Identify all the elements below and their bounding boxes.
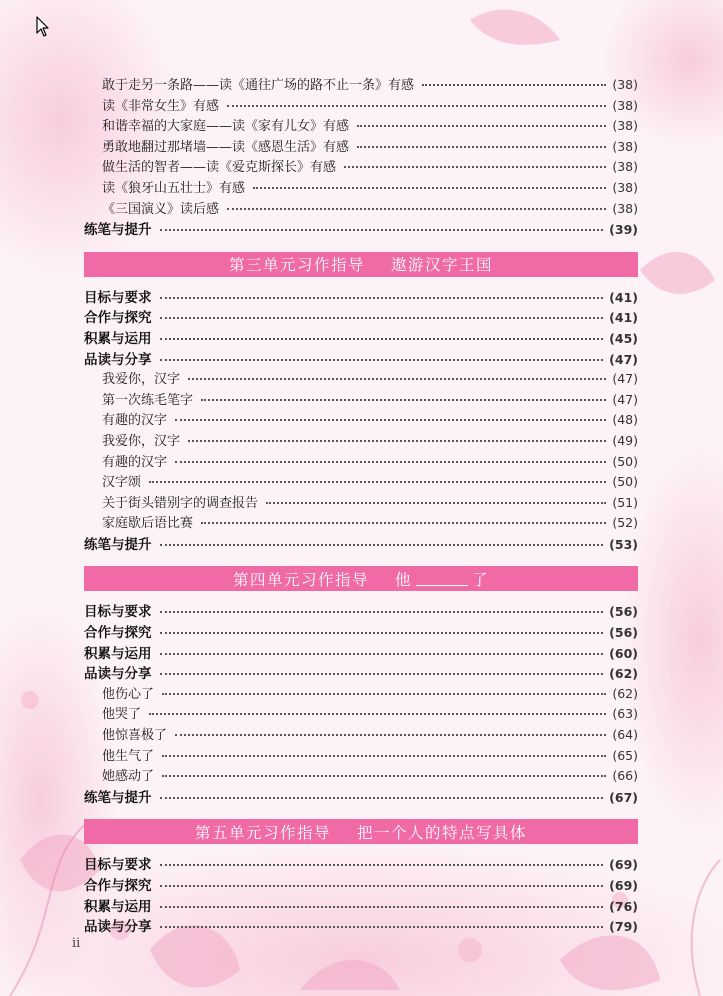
leader-dots [357, 124, 606, 127]
toc-entry[interactable] [84, 409, 638, 430]
page-number: (38) [612, 179, 638, 195]
page-folio: ii [72, 936, 81, 951]
leader-dots [227, 104, 606, 107]
page-number: (47) [612, 391, 638, 407]
page-number: (64) [612, 727, 638, 743]
leader-dots [253, 186, 606, 189]
toc-section[interactable] [84, 327, 638, 348]
page-number: (53) [609, 536, 638, 552]
entry-title: 有趣的汉字 [102, 413, 168, 429]
unit-banner [84, 819, 638, 844]
toc-entry[interactable] [84, 177, 638, 198]
toc-entry[interactable] [84, 115, 638, 136]
entry-title: 第一次练毛笔字 [102, 392, 194, 408]
leader-dots [160, 228, 604, 231]
leader-dots [227, 207, 606, 210]
unit-title: 第四单元习作指导 [232, 570, 369, 589]
leader-dots [175, 733, 606, 736]
unit-title: 第五单元习作指导 [194, 823, 331, 842]
page-number: (38) [612, 77, 638, 92]
page-number: (69) [609, 878, 638, 893]
leader-dots [201, 398, 606, 401]
page-number: (41) [609, 289, 638, 305]
entry-title: 我爱你，汉字 [102, 372, 181, 388]
toc-section[interactable] [84, 642, 638, 663]
section-title: 品读与分享 [84, 919, 152, 936]
unit-topic: 遨游汉字王国 [391, 256, 494, 275]
toc-entry[interactable] [84, 765, 638, 786]
entry-title: 和谐幸福的大家庭——读《家有儿女》有感 [102, 119, 350, 135]
leader-dots [160, 610, 604, 613]
entry-title: 关于街头错别字的调查报告 [102, 495, 259, 511]
page-number: (76) [609, 898, 638, 914]
page-number: (56) [609, 625, 638, 641]
leader-dots [344, 165, 606, 168]
leader-dots [162, 692, 606, 695]
leader-dots [160, 796, 604, 799]
unit-title: 第三单元习作指导 [228, 256, 365, 275]
page-number: (69) [609, 857, 638, 873]
entry-title: 敢于走另一条路——读《通往广场的路不止一条》有感 [102, 78, 415, 93]
toc-section[interactable] [84, 533, 638, 554]
page-number: (67) [609, 789, 638, 805]
section-title: 积累与运用 [84, 898, 152, 915]
leader-dots [160, 672, 604, 675]
leader-dots [149, 480, 606, 483]
leader-dots [160, 296, 604, 299]
leader-dots [160, 358, 604, 361]
unit-banner [84, 566, 638, 591]
table-of-contents [84, 74, 638, 936]
toc-entry[interactable] [84, 156, 638, 177]
mouse-cursor-icon [36, 16, 50, 38]
toc-entry[interactable] [84, 703, 638, 724]
toc-entry[interactable] [84, 430, 638, 451]
toc-section[interactable] [84, 286, 638, 307]
page-number: (38) [612, 97, 638, 113]
section-title: 目标与要求 [84, 857, 152, 874]
toc-entry[interactable] [84, 512, 638, 533]
toc-entry[interactable] [84, 451, 638, 472]
page-number: (60) [609, 645, 638, 661]
toc-entry[interactable] [84, 471, 638, 492]
page-number: (56) [609, 604, 638, 620]
leader-dots [149, 712, 606, 715]
unit-topic: 把一个人的特点写具体 [357, 823, 528, 842]
toc-section[interactable] [84, 621, 638, 642]
page-number: (38) [612, 118, 638, 134]
entry-title: 家庭歇后语比赛 [102, 516, 194, 532]
toc-entry[interactable] [84, 136, 638, 157]
leader-dots [201, 521, 606, 524]
leader-dots [162, 774, 606, 777]
toc-section[interactable] [84, 895, 638, 916]
leader-dots [175, 418, 606, 421]
page-number: (50) [612, 453, 638, 469]
toc-section[interactable] [84, 662, 638, 683]
page-number: (38) [612, 138, 638, 154]
page-number: (49) [612, 432, 638, 448]
entry-title: 读《狼牙山五壮士》有感 [102, 180, 246, 196]
page-number: (47) [612, 371, 638, 387]
leader-dots [160, 925, 604, 928]
toc-section[interactable] [84, 853, 638, 874]
entry-title: 他惊喜极了 [102, 728, 168, 744]
entry-title: 汉字颂 [102, 475, 142, 491]
entry-title: 我爱你，汉字 [102, 433, 181, 449]
leader-dots [188, 439, 606, 442]
section-title: 目标与要求 [84, 604, 152, 621]
entry-title: 她感动了 [102, 769, 155, 785]
page-number: (50) [612, 474, 638, 490]
leader-dots [160, 337, 604, 340]
entry-title: 读《非常女生》有感 [102, 98, 220, 114]
page-number: (48) [612, 412, 638, 428]
page-number: (62) [609, 666, 638, 682]
leader-dots [175, 460, 606, 463]
leader-dots [160, 316, 604, 319]
toc-entry[interactable] [84, 745, 638, 766]
section-title: 练笔与提升 [84, 789, 152, 806]
section-title: 积累与运用 [84, 330, 152, 347]
toc-section[interactable] [84, 348, 638, 369]
page-number: (63) [612, 706, 638, 722]
toc-entry[interactable] [84, 368, 638, 389]
toc-section[interactable] [84, 600, 638, 621]
section-title: 品读与分享 [84, 666, 152, 683]
page-number: (51) [612, 494, 638, 510]
section-title: 练笔与提升 [84, 536, 152, 553]
page-number: (79) [609, 919, 638, 935]
entry-title: 他伤心了 [102, 686, 155, 702]
page-number: (65) [612, 747, 638, 763]
section-title: 合作与探究 [84, 878, 152, 894]
page-number: (38) [612, 200, 638, 216]
page-number: (52) [612, 515, 638, 531]
unit-topic-start: 他 [394, 570, 412, 589]
entry-title: 有趣的汉字 [102, 454, 168, 470]
entry-title: 他哭了 [102, 707, 142, 723]
toc-entry[interactable] [84, 492, 638, 513]
section-title: 积累与运用 [84, 645, 152, 662]
page-number: (38) [612, 159, 638, 175]
section-title: 目标与要求 [84, 289, 152, 306]
section-title: 合作与探究 [84, 310, 152, 327]
page-number: (62) [612, 685, 638, 701]
page-number: (45) [609, 330, 638, 346]
toc-section[interactable] [84, 306, 638, 327]
section-title: 练笔与提升 [84, 222, 152, 239]
leader-dots [160, 884, 604, 887]
page-number: (47) [609, 351, 638, 367]
entry-title: 做生活的智者——读《爱克斯探长》有感 [102, 160, 337, 176]
leader-dots [422, 83, 606, 86]
section-title: 合作与探究 [84, 625, 152, 642]
page-number: (66) [612, 768, 638, 784]
toc-entry[interactable] [84, 95, 638, 116]
entry-title: 他生气了 [102, 748, 155, 764]
entry-title: 勇敢地翻过那堵墙——读《感恩生活》有感 [102, 139, 350, 155]
unit-topic-end: 了 [472, 570, 490, 589]
toc-section[interactable] [84, 915, 638, 936]
toc-entry[interactable] [84, 683, 638, 704]
section-title: 品读与分享 [84, 351, 152, 368]
toc-section[interactable] [84, 786, 638, 807]
toc-section[interactable] [84, 874, 638, 895]
toc-section[interactable] [84, 218, 638, 239]
unit-banner [84, 252, 638, 277]
toc-entry[interactable] [84, 389, 638, 410]
fill-in-blank [416, 571, 468, 586]
page-number: (41) [609, 310, 638, 326]
leader-dots [162, 754, 606, 757]
leader-dots [188, 377, 606, 380]
page-number: (39) [609, 222, 638, 238]
leader-dots [357, 145, 606, 148]
toc-entry[interactable] [84, 724, 638, 745]
leader-dots [160, 905, 604, 908]
toc-entry[interactable] [84, 74, 638, 95]
toc-entry[interactable] [84, 198, 638, 219]
leader-dots [160, 543, 604, 546]
leader-dots [160, 863, 604, 866]
leader-dots [160, 652, 604, 655]
leader-dots [160, 631, 604, 634]
leader-dots [266, 501, 606, 504]
entry-title: 《三国演义》读后感 [102, 201, 220, 217]
